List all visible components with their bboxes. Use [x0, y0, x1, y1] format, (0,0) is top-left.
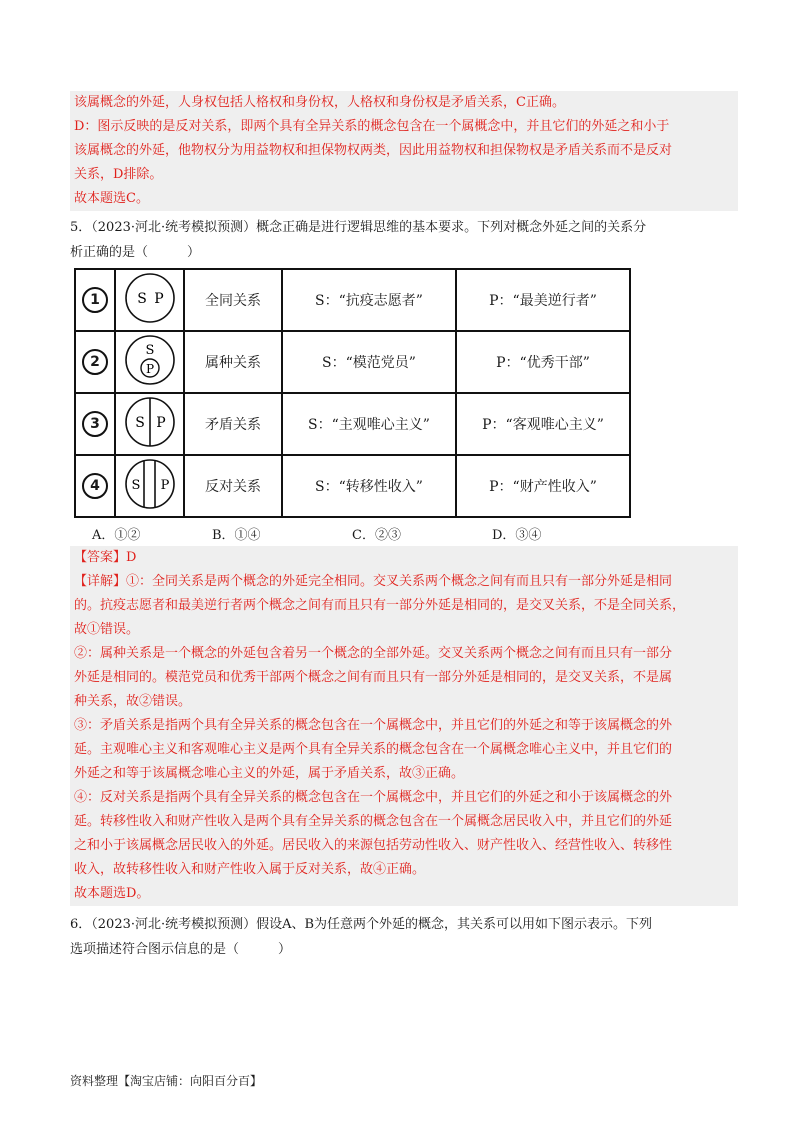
concept-s: S：“主观唯心主义”	[282, 393, 456, 455]
relation-name: 全同关系	[184, 269, 282, 331]
row-number-badge: 1	[82, 287, 108, 313]
detail-line: 之和小于该属概念居民收入的外延。居民收入的来源包括劳动性收入、财产性收入、经营性收入、转移性	[74, 838, 673, 853]
detail-line: 种关系，故②错误。	[74, 694, 192, 709]
table-row	[75, 269, 630, 331]
answer-options	[92, 524, 592, 543]
detail-line: 的。抗疫志愿者和最美逆行者两个概念之间有而且只有一部分外延是相同的，是交叉关系，不是全同关系，	[74, 598, 686, 613]
genus-species-diagram	[119, 332, 181, 388]
concept-s: S：“抗疫志愿者”	[282, 269, 456, 331]
answer-line	[74, 546, 734, 570]
concept-p: P：“最美逆行者”	[456, 269, 630, 331]
relation-name: 反对关系	[184, 455, 282, 517]
answer-explanation	[70, 546, 738, 906]
concept-s: S：“转移性收入”	[282, 455, 456, 517]
question-5	[70, 215, 730, 265]
diagram-label-s: S	[136, 291, 147, 307]
concept-s: S：“模范党员”	[282, 331, 456, 393]
question-6-line: 选项描述符合图示信息的是（ ）	[70, 942, 292, 957]
diagram-label-p: P	[160, 478, 169, 493]
diagram-label-s: S	[131, 478, 140, 493]
diagram-label-p: P	[155, 415, 166, 431]
explanation-line: 该属概念的外延，他物权分为用益物权和担保物权两类，因此用益物权和担保物权是矛盾关系而不是反对	[74, 143, 673, 158]
row-number-badge: 4	[82, 473, 108, 499]
relation-name: 矛盾关系	[184, 393, 282, 455]
concept-p: P：“财产性收入”	[456, 455, 630, 517]
question-6	[70, 912, 730, 962]
diagram-label-s: S	[134, 415, 145, 431]
detail-line: 故①错误。	[74, 622, 140, 637]
detail-line: 收入，故转移性收入和财产性收入属于反对关系，故④正确。	[74, 862, 426, 877]
explanation-line: D：图示反映的是反对关系，即两个具有全异关系的概念包含在一个属概念中，并且它们的外延之和小于	[74, 119, 670, 134]
answer-value: D	[126, 550, 137, 565]
contradictory-relation-diagram	[119, 394, 181, 450]
concept-p: P：“优秀干部”	[456, 331, 630, 393]
relation-name: 属种关系	[184, 331, 282, 393]
identity-relation-diagram	[119, 270, 181, 326]
option-d[interactable]: D．③④	[492, 528, 542, 543]
diagram-label-p: P	[145, 362, 154, 376]
detail-line: 故本题选D。	[74, 886, 150, 901]
table-row	[75, 331, 630, 393]
explanation-line: 关系，D排除。	[74, 167, 163, 182]
detail-line: ④：反对关系是指两个具有全异关系的概念包含在一个属概念中，并且它们的外延之和小于该属概念的外	[74, 790, 673, 805]
question-6-line: 6．（2023·河北·统考模拟预测）假设A、B为任意两个外延的概念，其关系可以用如下图示表示。下列	[70, 917, 653, 932]
diagram-label-s: S	[145, 343, 154, 358]
concept-p: P：“客观唯心主义”	[456, 393, 630, 455]
detail-line: 外延之和等于该属概念唯心主义的外延，属于矛盾关系，故③正确。	[74, 766, 465, 781]
question-5-line: 析正确的是（ ）	[70, 245, 201, 260]
explanation-line: 该属概念的外延，人身权包括人格权和身份权，人格权和身份权是矛盾关系，C正确。	[74, 95, 565, 110]
detail-line: 【详解】①：全同关系是两个概念的外延完全相同。交叉关系两个概念之间有而且只有一部分外延是相同	[74, 574, 673, 589]
option-a[interactable]: A．①②	[92, 528, 141, 543]
detail-line: ②：属种关系是一个概念的外延包含着另一个概念的全部外延。交叉关系两个概念之间有而且只有一部分	[74, 646, 673, 661]
detail-line: 延。主观唯心主义和客观唯心主义是两个具有全异关系的概念包含在一个属概念唯心主义中，并且它们的	[74, 742, 673, 757]
contrary-relation-diagram	[119, 456, 181, 512]
previous-answer-explanation	[70, 91, 738, 211]
concept-relation-table	[74, 268, 631, 518]
detail-line: 延。转移性收入和财产性收入是两个具有全异关系的概念包含在一个属概念居民收入中，并且它们的外延	[74, 814, 673, 829]
answer-label: 【答案】	[74, 550, 127, 565]
table-row	[75, 393, 630, 455]
row-number-badge: 3	[82, 411, 108, 437]
option-b[interactable]: B．①④	[212, 528, 261, 543]
table-row	[75, 455, 630, 517]
row-number-badge: 2	[82, 349, 108, 375]
question-5-line: 5．（2023·河北·统考模拟预测）概念正确是进行逻辑思维的基本要求。下列对概念外延之间的关系分	[70, 220, 647, 235]
detail-line: ③：矛盾关系是指两个具有全异关系的概念包含在一个属概念中，并且它们的外延之和等于该属概念的外	[74, 718, 673, 733]
diagram-label-p: P	[153, 291, 164, 307]
page-footer: 资料整理【淘宝店铺：向阳百分百】	[70, 1074, 263, 1088]
explanation-line: 故本题选C。	[74, 191, 149, 206]
detail-label: 【详解】	[74, 574, 127, 589]
detail-line: 外延是相同的。模范党员和优秀干部两个概念之间有而且只有一部分外延是相同的，是交叉关系，不是属	[74, 670, 673, 685]
option-c[interactable]: C．②③	[352, 528, 401, 543]
